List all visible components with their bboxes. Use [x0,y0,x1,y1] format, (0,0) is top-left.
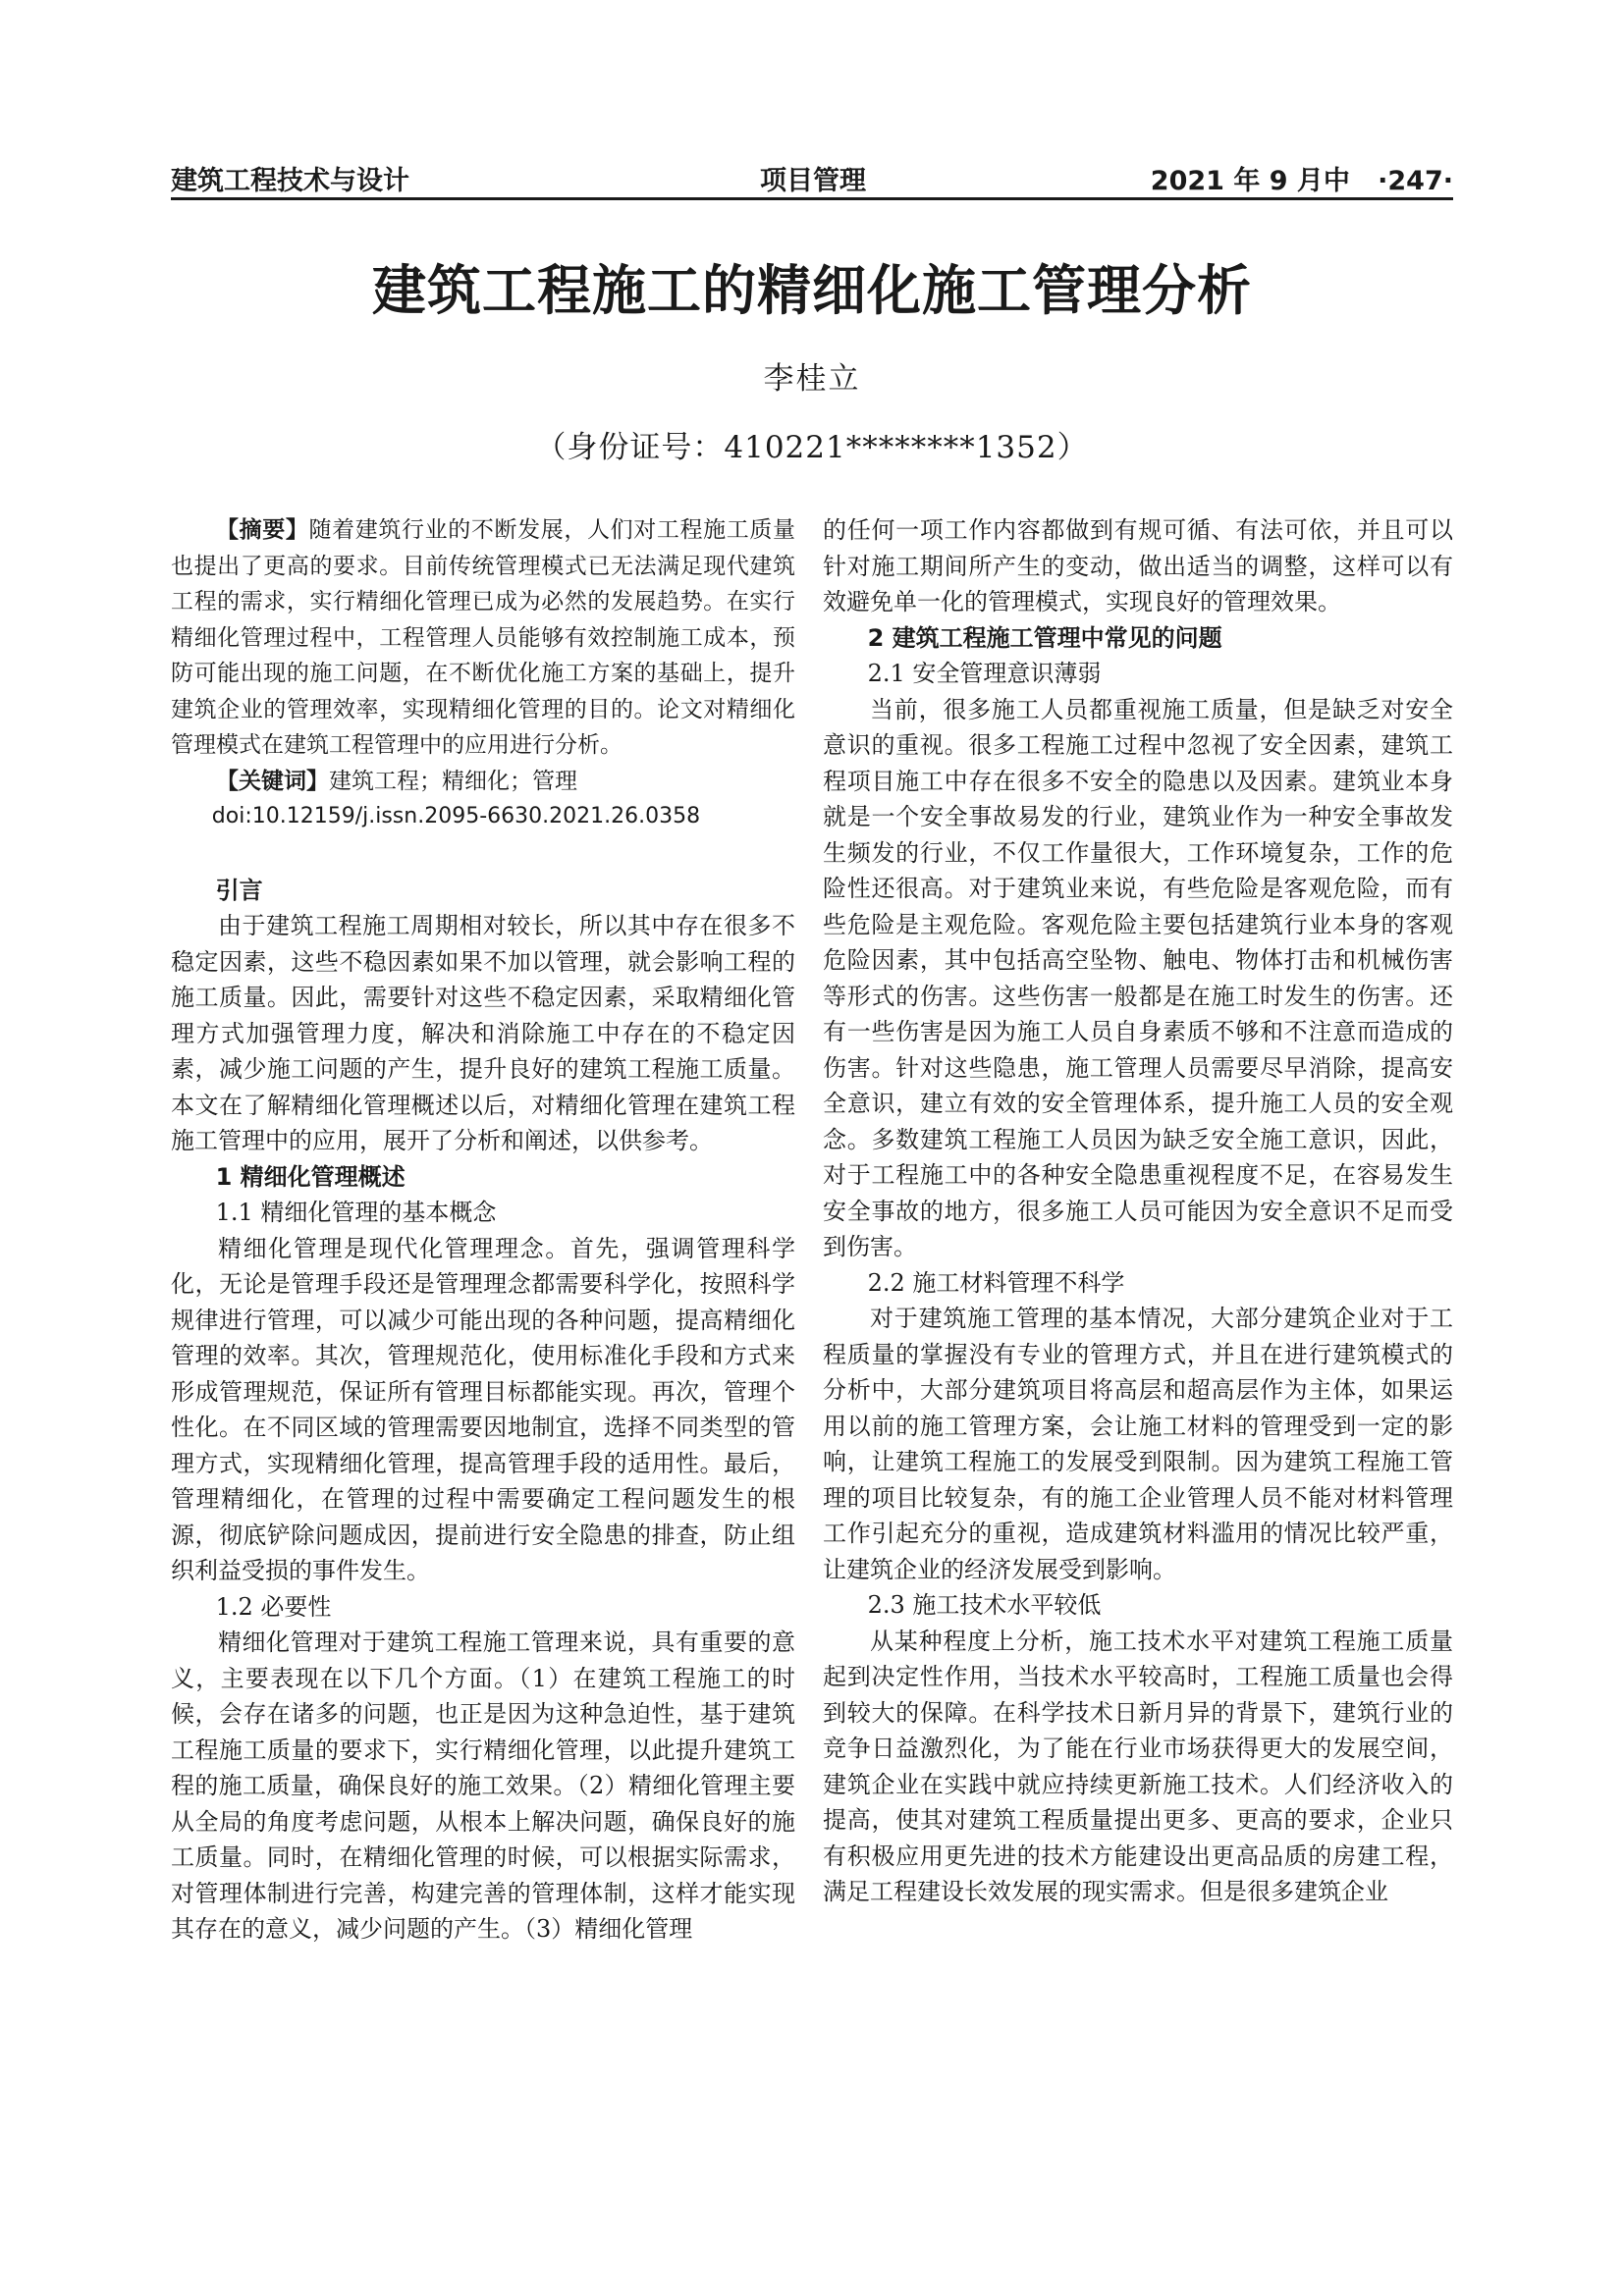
section-name: 项目管理 [760,166,866,196]
section-1-1-paragraph: 精细化管理是现代化管理理念。首先，强调管理科学化，无论是管理手段还是管理理念都需要科学化，按照科学规律进行管理，可以减少可能出现的各种问题，提高精细化管理的效率。其次，管理规范化，使用标准化手段和方式来形成管理规范，保证所有管理目标都能实现。再次，管理个性化。在不同区域的管理需要因地制宜，选择不同类型的管理方式，实现精细化管理，提高管理手段的适用性。最后，管理精细化，在管理的过程中需要确定工程问题发生的根源，彻底铲除问题成因，提前进行安全隐患的排查，防止组织利益受损的事件发生。 [171,1234,795,1584]
abstract [171,512,795,764]
section-2-3-paragraph: 从某种程度上分析，施工技术水平对建筑工程施工质量起到决定性作用，当技术水平较高时，工程施工质量也会得到较大的保障。在科学技术日新月异的背景下，建筑行业的竞争日益激烈化，为了能在行业市场获得更大的发展空间，建筑企业在实践中就应持续更新施工技术。人们经济收入的提高，使其对建筑工程质量提出更多、更高的要求，企业只有积极应用更先进的技术方能建设出更高品质的房建工程，满足工程建设长效发展的现实需求。但是很多建筑企业 [823,1627,1453,1905]
author-id-line: （身份证号：410221********1352） [535,430,1089,465]
abstract-text: 随着建筑行业的不断发展，人们对工程施工质量也提出了更高的要求。目前传统管理模式已无法满足现代建筑工程的需求，实行精细化管理已成为必然的发展趋势。在实行精细化管理过程中，工程管理人员能够有效控制施工成本，预防可能出现的施工问题，在不断优化施工方案的基础上，提升建筑企业的管理效率，实现精细化管理的目的。论文对精细化管理模式在建筑工程管理中的应用进行分析。 [171,517,795,758]
right-column [823,512,1453,1910]
doi: doi:10.12159/j.issn.2095-6630.2021.26.0358 [211,804,701,828]
intro-paragraph: 由于建筑工程施工周期相对较长，所以其中存在很多不稳定因素，这些不稳因素如果不加以管理，就会影响工程的施工质量。因此，需要针对这些不稳定因素，采取精细化管理方式加强管理力度，解决和消除施工中存在的不稳定因素，减少施工问题的产生，提升良好的建筑工程施工质量。本文在了解精细化管理概述以后，对精细化管理在建筑工程施工管理中的应用，展开了分析和阐述，以供参考。 [171,912,795,1154]
section-1-heading: 1 精细化管理概述 [215,1162,406,1191]
section-1-2-paragraph: 精细化管理对于建筑工程施工管理来说，具有重要的意义，主要表现在以下几个方面。（1）在建筑工程施工的时候，会存在诸多的问题，也正是因为这种急迫性，基于建筑工程施工质量的要求下，实行精细化管理，以此提升建筑工程的施工质量，确保良好的施工效果。（2）精细化管理主要从全局的角度考虑问题，从根本上解决问题，确保良好的施工质量。同时，在精细化管理的时候，可以根据实际需求，对管理体制进行完善，构建完善的管理体制，这样才能实现其存在的意义，减少问题的产生。（3）精细化管理 [171,1629,795,1943]
article-title: 建筑工程施工的精细化施工管理分析 [371,259,1252,322]
section-2-1-paragraph: 当前，很多施工人员都重视施工质量，但是缺乏对安全意识的重视。很多工程施工过程中忽视了安全因素，建筑工程项目施工中存在很多不安全的隐患以及因素。建筑业本身就是一个安全事故易发的行业，建筑业作为一种安全事故发生频发的行业，不仅工作量很大，工作环境复杂，工作的危险性还很高。对于建筑业来说，有些危险是客观危险，而有些危险是主观危险。客观危险主要包括建筑行业本身的客观危险因素，其中包括高空坠物、触电、物体打击和机械伤害等形式的伤害。这些伤害一般都是在施工时发生的伤害。还有一些伤害是因为施工人员自身素质不够和不注意而造成的伤害。针对这些隐患，施工管理人员需要尽早消除，提高安全意识，建立有效的安全管理体系，提升施工人员的安全观念。多数建筑工程施工人员因为缺乏安全施工意识，因此，对于工程施工中的各种安全隐患重视程度不足，在容易发生安全事故的地方，很多施工人员可能因为安全意识不足而受到伤害。 [823,695,1453,1260]
keywords-text: 建筑工程；精细化；管理 [329,768,577,794]
abstract-label: 【摘要】 [216,517,309,543]
continued-paragraph: 的任何一项工作内容都做到有规可循、有法可依，并且可以针对施工期间所产生的变动，做出适当的调整，这样可以有效避免单一化的管理模式，实现良好的管理效果。 [823,516,1453,615]
section-2-2-paragraph: 对于建筑施工管理的基本情况，大部分建筑企业对于工程质量的掌握没有专业的管理方式，并且在进行建筑模式的分析中，大部分建筑项目将高层和超高层作为主体，如果运用以前的施工管理方案，会让施工材料的管理受到一定的影响，让建筑工程施工的发展受到限制。因为建筑工程施工管理的项目比较复杂，有的施工企业管理人员不能对材料管理工作引起充分的重视，造成建筑材料滥用的情况比较严重，让建筑企业的经济发展受到影响。 [823,1305,1453,1583]
running-header [171,153,1453,196]
intro-heading: 引言 [215,876,263,904]
keywords-label: 【关键词】 [216,768,329,794]
keywords [171,764,795,800]
left-column [171,512,795,1948]
section-2-1-heading: 2.1 安全管理意识薄弱 [867,660,1102,687]
section-1-1-heading: 1.1 精细化管理的基本概念 [215,1199,497,1226]
issue-date: 2021 年 9 月中 [1150,166,1350,196]
issue-and-page [1151,159,1453,197]
section-2-2-heading: 2.2 施工材料管理不科学 [867,1268,1125,1297]
section-2-heading: 2 建筑工程施工管理中常见的问题 [867,623,1222,652]
page-number: ·247· [1378,166,1453,196]
spacer [171,835,795,873]
section-1-2-heading: 1.2 必要性 [215,1592,332,1621]
author-name: 李桂立 [763,361,861,397]
journal-name: 建筑工程技术与设计 [171,166,409,196]
section-2-3-heading: 2.3 施工技术水平较低 [867,1591,1102,1619]
header-rule [171,197,1453,200]
